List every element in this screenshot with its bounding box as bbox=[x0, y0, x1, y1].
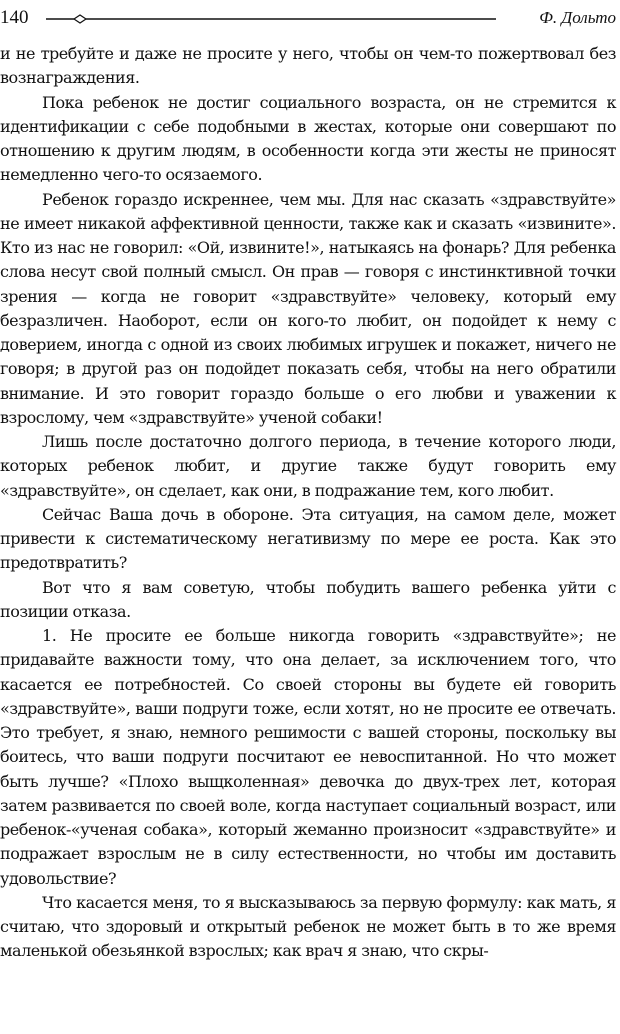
page-header bbox=[0, 6, 620, 32]
paragraph-7: 1. Не просите ее больше никогда говорить «здравствуйте»; не придавайте важности тому, что она делает, за исключением того, что касается ее потребностей. Со своей стороны вы будете ей говорить «здравствуйте», ваши подруги тоже, если хотят, но не просите ее отвечать. Это требует, я знаю, немного решимости с вашей стороны, поскольку вы боитесь, что ваши подруги посчитают ее невоспитанной. Но что может быть лучше? «Плохо выщколенная» девочка до двух-трех лет, которая затем развивается по своей воле, когда наступает социальный возраст, или ребенок-«ученая собака», который жеманно произносит «здравствуйте» и подражает взрослым не в силу естественности, но чтобы им доставить удовольствие? bbox=[0, 626, 616, 888]
paragraph-6: Вот что я вам советую, чтобы побудить вашего ребенка уйти с позиции отказа. bbox=[0, 577, 616, 621]
paragraph-8: Что касается меня, то я высказываюсь за первую формулу: как мать, я считаю, что здоровый и открытый ребенок не может быть в то же время маленькой обезьянкой взрослых; как врач я знаю, что скры- bbox=[0, 892, 616, 961]
paragraph-4: Лишь после достаточно долгого периода, в течение которого люди, которых ребенок любит, и другие также будут говорить ему «здравствуйте», он сделает, как они, в подражание тем, кого любит. bbox=[0, 432, 616, 500]
paragraph-2: Пока ребенок не достиг социального возраста, он не стремится к идентификации с себе подобными в жестах, которые они совершают по отношению к другим людям, в особенности когда эти жесты не приносят немедленно чего-то осязаемого. bbox=[0, 92, 616, 185]
header-rule-ornament bbox=[46, 6, 496, 32]
paragraph-1: и не требуйте и даже не просите у него, чтобы он чем-то пожертвовал без вознаграждения. bbox=[0, 44, 616, 88]
page-number: 140 bbox=[0, 7, 29, 28]
running-head-author: Ф. Дольто bbox=[539, 8, 616, 27]
paragraph-3: Ребенок гораздо искреннее, чем мы. Для нас сказать «здравствуйте» не имеет никакой аффективной ценности, также как и сказать «извините». Кто из нас не говорил: «Ой, извините!», натыкаясь на фонарь? Для ребенка слова несут свой полный смысл. Он прав — говоря с инстинктивной точки зрения — когда не говорит «здравствуйте» человеку, который ему безразличен. Наоборот, если он кого-то любит, он подойдет к нему с доверием, иногда с одной из своих любимых игрушек и покажет, ничего не говоря; в другой раз он подойдет показать себя, чтобы на него обратили внимание. И это говорит гораздо больше о его любви и уважении к взрослому, чем «здравствуйте» ученой собаки! bbox=[0, 189, 616, 427]
body-text bbox=[0, 42, 616, 964]
paragraph-5: Сейчас Ваша дочь в обороне. Эта ситуация, на самом деле, может привести к систематическому негативизму по мере ее роста. Как это предотвратить? bbox=[0, 504, 616, 573]
